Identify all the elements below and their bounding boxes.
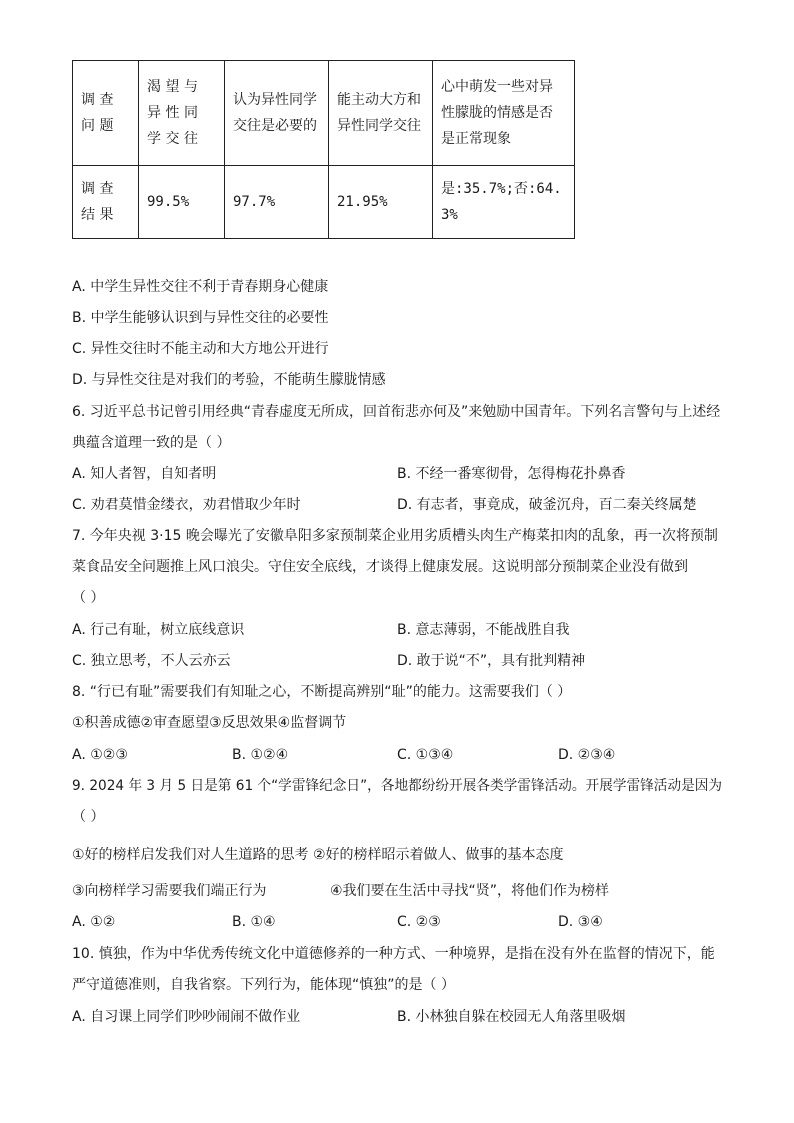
q10-option-a: A. 自习课上同学们吵吵闹闹不做作业 [72,1009,301,1025]
q7-option-a: A. 行己有耻，树立底线意识 [72,622,245,638]
table-result-row [73,166,575,239]
table-cell-survey-result-label: 调查结果 [73,166,139,239]
q9-option-b: B. ①④ [232,914,276,930]
table-header-row [73,61,575,166]
q9-statement-line1: ①好的榜样启发我们对人生道路的思考 ②好的榜样昭示着做人、做事的基本态度 [72,847,564,863]
survey-table [72,60,575,239]
q8-option-c: C. ①③④ [397,747,454,763]
table-cell-header-2: 认为异性同学交往是必要的 [225,61,329,166]
table-cell-header-3: 能主动大方和异性同学交往 [329,61,433,166]
table-cell-result-2: 97.7% [225,166,329,239]
q9-stem-line2: （ ） [72,809,105,825]
q6-option-b: B. 不经一番寒彻骨，怎得梅花扑鼻香 [397,466,626,482]
q6-option-c: C. 劝君莫惜金缕衣，劝君惜取少年时 [72,497,301,513]
q7-option-d: D. 敢于说“不”，具有批判精神 [397,653,586,669]
q6-option-a: A. 知人者智，自知者明 [72,466,217,482]
q9-statement-3: ③向榜样学习需要我们端正行为 [72,883,267,899]
q8-stem-line2: ①积善成德②审查愿望③反思效果④监督调节 [72,715,347,731]
q5-option-c: C. 异性交往时不能主动和大方地公开进行 [72,341,329,357]
q7-option-c: C. 独立思考，不人云亦云 [72,653,231,669]
q10-stem-line1: 10. 慎独，作为中华优秀传统文化中道德修养的一种方式、一种境界，是指在没有外在监督的情况下，能 [72,946,715,962]
q7-stem-line2: 菜食品安全问题推上风口浪尖。守住安全底线，才谈得上健康发展。这说明部分预制菜企业没有做到 [72,559,688,575]
q8-option-a: A. ①②③ [72,747,128,763]
q9-option-d: D. ③④ [558,914,603,930]
q7-option-b: B. 意志薄弱，不能战胜自我 [397,622,570,638]
q8-stem-line1: 8. “行已有耻”需要我们有知耻之心，不断提高辨别“耻”的能力。这需要我们（ ） [72,684,572,700]
q5-option-b: B. 中学生能够认识到与异性交往的必要性 [72,310,329,326]
q9-stem-line1: 9. 2024 年 3 月 5 日是第 61 个“学雷锋纪念日”，各地都纷纷开展各类学雷锋活动。开展学雷锋活动是因为 [72,778,723,794]
q5-option-a: A. 中学生异性交往不利于青春期身心健康 [72,279,329,295]
table-cell-header-1: 渴望与异性同学交往 [139,61,225,166]
q9-option-c: C. ②③ [397,914,441,930]
table-cell-header-4: 心中萌发一些对异性朦胧的情感是否是正常现象 [433,61,575,166]
q6-option-d: D. 有志者，事竟成，破釜沉舟，百二秦关终属楚 [397,497,697,513]
q10-option-b: B. 小林独自躲在校园无人角落里吸烟 [397,1009,626,1025]
q8-option-d: D. ②③④ [558,747,616,763]
q7-stem-line3: （ ） [72,590,105,606]
q6-stem-line1: 6. 习近平总书记曾引用经典“青春虚度无所成，回首衔悲亦何及”来勉励中国青年。下列名言警句与上述经 [72,404,721,420]
q10-stem-line2: 严守道德准则，自我省察。下列行为，能体现“慎独”的是（ ） [72,977,455,993]
table-cell-result-1: 99.5% [139,166,225,239]
table-cell-result-3: 21.95% [329,166,433,239]
q8-option-b: B. ①②④ [232,747,289,763]
q5-option-d: D. 与异性交往是对我们的考验，不能萌生朦胧情感 [72,372,386,388]
table-cell-result-4: 是:35.7%;否:64.3% [433,166,575,239]
q6-stem-line2: 典蕴含道理一致的是（ ） [72,435,231,451]
q9-option-a: A. ①② [72,914,116,930]
q7-stem-line1: 7. 今年央视 3·15 晚会曝光了安徽阜阳多家预制菜企业用劣质槽头肉生产梅菜扣肉的乱象，再一次将预制 [72,528,718,544]
q9-statement-4: ④我们要在生活中寻找“贤”，将他们作为榜样 [330,883,610,899]
table-cell-survey-question-label: 调查问题 [73,61,139,166]
